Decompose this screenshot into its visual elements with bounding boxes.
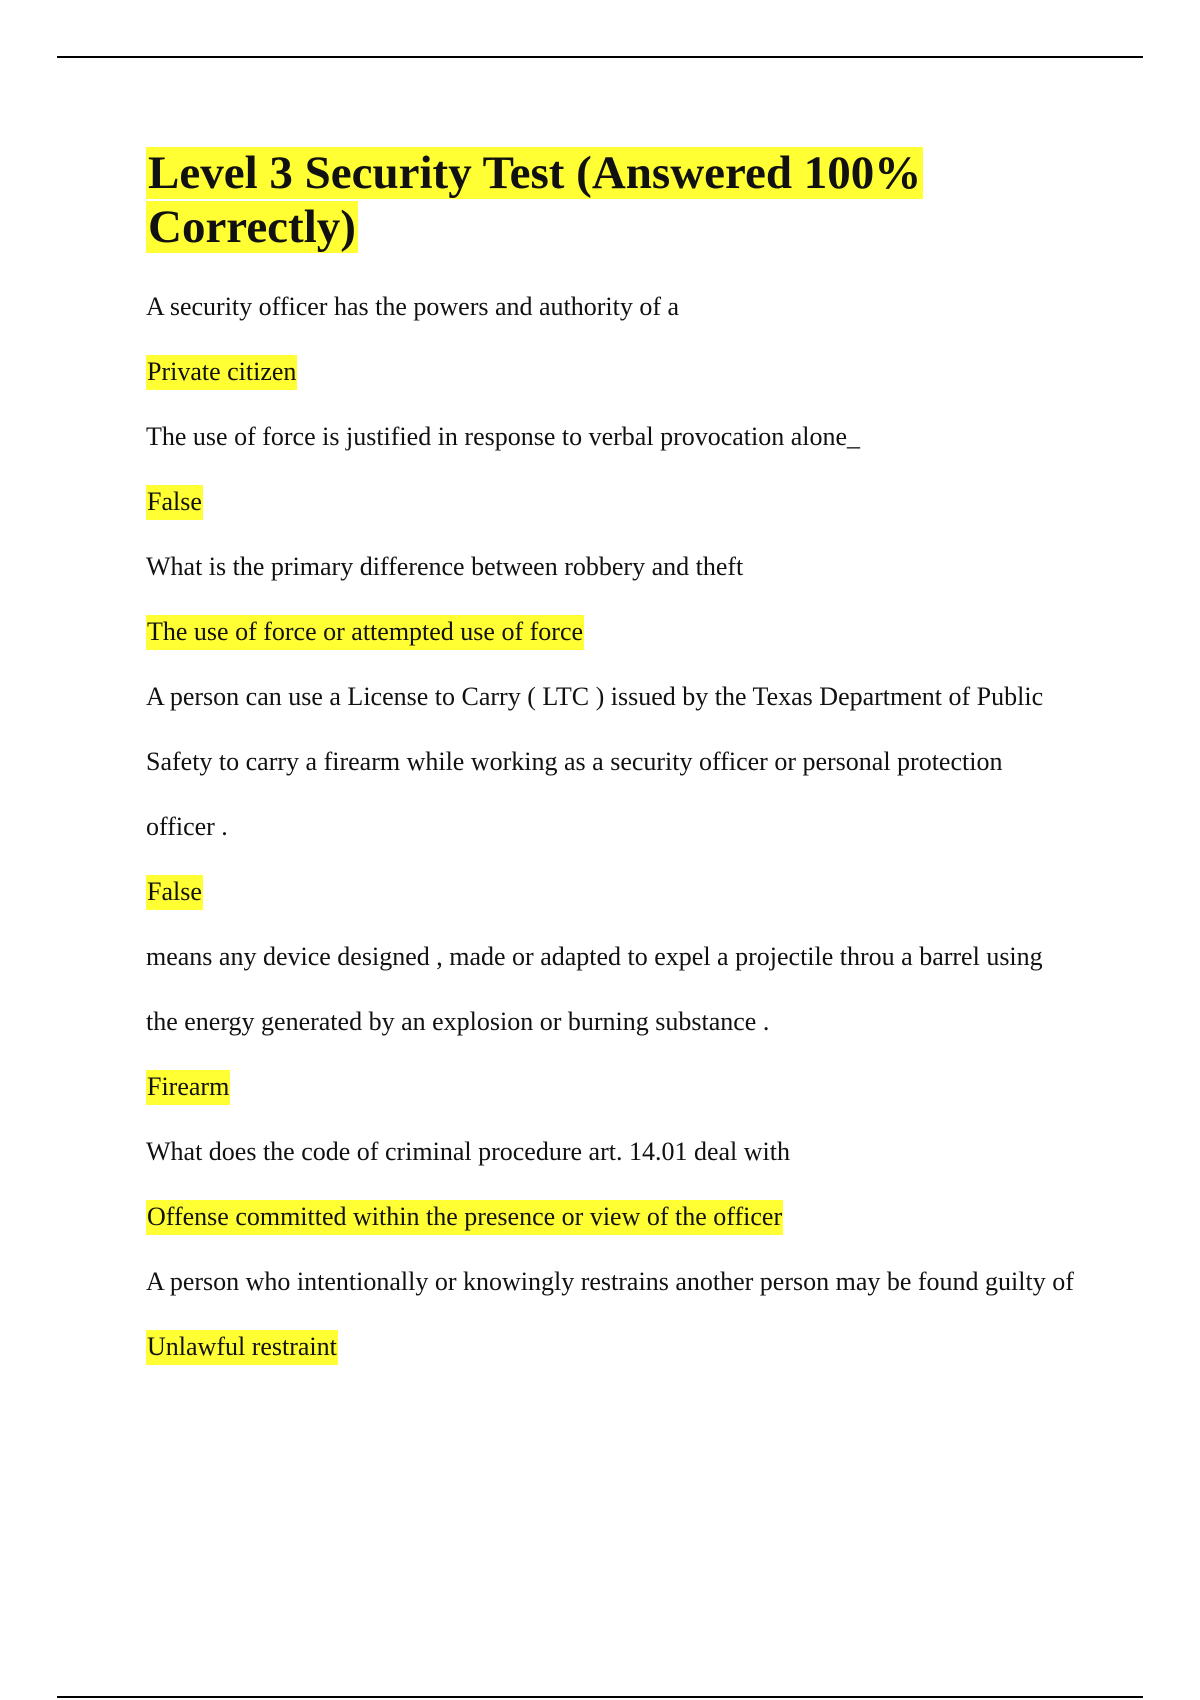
question-3: What is the primary difference between robbery and theft — [146, 552, 744, 581]
answer-7-highlight: Unlawful restraint — [146, 1330, 338, 1365]
qa-list — [146, 274, 1076, 1379]
bottom-rule — [57, 1696, 1143, 1698]
question-4: A person can use a License to Carry ( LTC ) issued by the Texas Department of Public Safety to carry a firearm while working as a security officer or personal protection officer . — [146, 682, 1044, 841]
answer-2-highlight: False — [146, 485, 203, 520]
document-body — [146, 146, 1076, 1379]
answer-4-highlight: False — [146, 875, 203, 910]
answer-5-highlight: Firearm — [146, 1070, 230, 1105]
answer-4 — [146, 859, 1076, 924]
page-title — [146, 146, 966, 254]
question-7: A person who intentionally or knowingly restrains another person may be found guilty of — [146, 1267, 1074, 1296]
question-2: The use of force is justified in response to verbal provocation alone_ — [146, 422, 861, 451]
question-6: What does the code of criminal procedure art. 14.01 deal with — [146, 1137, 790, 1166]
question-1: A security officer has the powers and authority of a — [146, 292, 680, 321]
title-highlight: Level 3 Security Test (Answered 100% Correctly) — [148, 147, 922, 253]
answer-5 — [146, 1054, 1076, 1119]
answer-1-highlight: Private citizen — [146, 355, 297, 390]
answer-7 — [146, 1314, 1076, 1379]
top-rule — [57, 56, 1143, 58]
answer-3-highlight: The use of force or attempted use of force — [146, 615, 584, 650]
answer-2 — [146, 469, 1076, 534]
question-5: means any device designed , made or adapted to expel a projectile throu a barrel using the energy generated by an explosion or burning substance . — [146, 942, 1043, 1036]
answer-1 — [146, 339, 1076, 404]
answer-6 — [146, 1184, 1076, 1249]
answer-3 — [146, 599, 1076, 664]
answer-6-highlight: Offense committed within the presence or view of the officer — [146, 1200, 783, 1235]
